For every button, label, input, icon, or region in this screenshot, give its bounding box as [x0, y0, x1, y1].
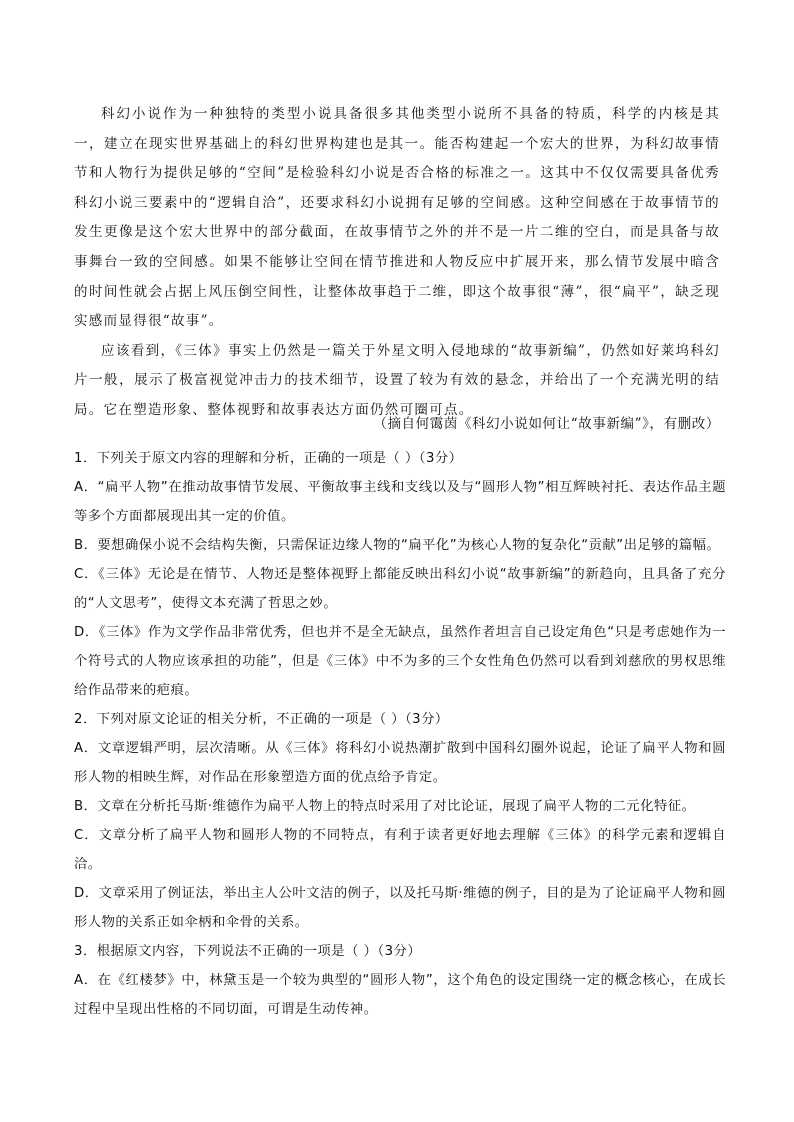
- question-stem: 3．根据原文内容，下列说法不正确的一项是（ ）（3分）: [74, 944, 422, 959]
- question-stem: 1．下列关于原文内容的理解和分析，正确的一项是（ ）（3分）: [74, 451, 463, 466]
- option-d: D．《三体》作为文学作品非常优秀，但也并不是全无缺点，虽然作者坦言自己设定角色“只是考虑她作为一个符号式的人物应该承担的功能”，但是《三体》中不为多的三个女性角色仍然可以看到刘慈欣的男权思维给作品带来的疤痕。: [74, 625, 726, 698]
- option-c: C．文章分析了扁平人物和圆形人物的不同特点，有利于读者更好地去理解《三体》的科学元素和逻辑自洽。: [74, 828, 726, 872]
- question-1: [74, 444, 726, 705]
- option-d: D．文章采用了例证法，举出主人公叶文洁的例子，以及托马斯·维德的例子，目的是为了论证扁平人物和圆形人物的关系正如伞柄和伞骨的关系。: [74, 886, 726, 930]
- question-2: [74, 705, 726, 937]
- option-a: A．“扁平人物”在推动故事情节发展、平衡故事主线和支线以及与“圆形人物”相互辉映衬托、表达作品主题等多个方面都展现出其一定的价值。: [74, 480, 726, 524]
- passage-paragraph-1: 科幻小说作为一种独特的类型小说具备很多其他类型小说所不具备的特质，科学的内核是其一，建立在现实世界基础上的科幻世界构建也是其一。能否构建起一个宏大的世界，为科幻故事情节和人物行为提供足够的“空间”是检验科幻小说是否合格的标准之一。这其中不仅仅需要具备优秀科幻小说三要素中的“逻辑自洽”，还要求科幻小说拥有足够的空间感。这种空间感在于故事情节的发生更像是这个宏大世界中的部分截面，在故事情节之外的并不是一片二维的空白，而是具备与故事舞台一致的空间感。如果不能够让空间在情节推进和人物反应中扩展开来，那么情节发展中暗含的时间性就会占据上风压倒空间性，让整体故事趋于二维，即这个故事很“薄”，很“扁平”，缺乏现实感而显得很“故事”。: [74, 106, 720, 330]
- article-passage: [74, 100, 720, 426]
- option-a: A．文章逻辑严明，层次清晰。从《三体》将科幻小说热潮扩散到中国科幻圈外说起，论证了扁平人物和圆形人物的相映生辉，对作品在形象塑造方面的优点给予肯定。: [74, 741, 726, 785]
- passage-paragraph-2: 应该看到，《三体》事实上仍然是一篇关于外星文明入侵地球的“故事新编”，仍然如好莱坞科幻片一般，展示了极富视觉冲击力的技术细节，设置了较为有效的悬念，并给出了一个充满光明的结局。它在塑造形象、整体视野和故事表达方面仍然可圈可点。: [74, 342, 720, 418]
- article-source: （摘自何霭茵《科幻小说如何让“故事新编”》，有删改）: [373, 416, 720, 432]
- option-c: C．《三体》无论是在情节、人物还是整体视野上都能反映出科幻小说“故事新编”的新趋向，且具备了充分的“人文思考”，使得文本充满了哲思之妙。: [74, 567, 726, 611]
- option-b: B．要想确保小说不会结构失衡，只需保证边缘人物的“扁平化”为核心人物的复杂化“贡献”出足够的篇幅。: [74, 538, 721, 553]
- option-b: B．文章在分析托马斯·维德作为扁平人物上的特点时采用了对比论证，展现了扁平人物的二元化特征。: [74, 799, 696, 814]
- question-3: [74, 937, 726, 1024]
- question-list: [74, 444, 726, 1024]
- option-a: A．在《红楼梦》中，林黛玉是一个较为典型的“圆形人物”，这个角色的设定围绕一定的概念核心，在成长过程中呈现出性格的不同切面，可谓是生动传神。: [74, 973, 726, 1017]
- question-stem: 2．下列对原文论证的相关分析，不正确的一项是（ ）（3分）: [74, 712, 449, 727]
